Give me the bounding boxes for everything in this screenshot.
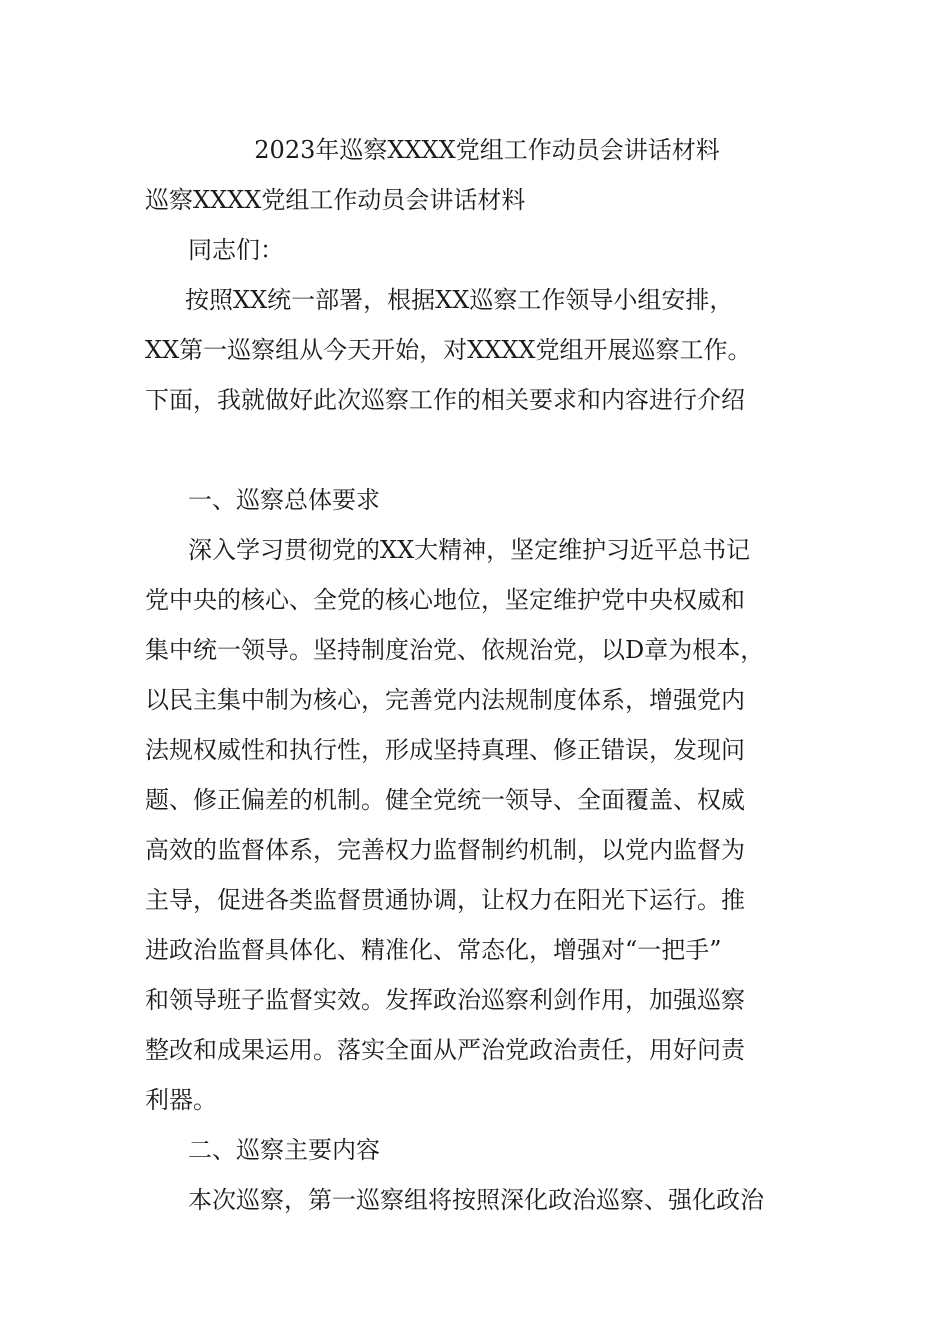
paragraph-line: 法规权威性和执行性，形成坚持真理、修正错误，发现问 [145,736,745,764]
paragraph-line: 下面，我就做好此次巡察工作的相关要求和内容进行介绍 [145,386,745,414]
paragraph-line: 以民主集中制为核心，完善党内法规制度体系，增强党内 [145,686,745,714]
paragraph-line: 利器。 [145,1086,217,1114]
paragraph-line: XX第一巡察组从今天开始，对XXXX党组开展巡察工作。 [145,336,752,364]
paragraph-line: 按照XX统一部署，根据XX巡察工作领导小组安排， [185,286,734,314]
paragraph-line: 集中统一领导。坚持制度治党、依规治党，以D章为根本， [145,636,765,664]
section-heading: 二、巡察主要内容 [188,1136,380,1164]
paragraph-line: 题、修正偏差的机制。健全党统一领导、全面覆盖、权威 [145,786,745,814]
paragraph-line: 深入学习贯彻党的XX大精神，坚定维护习近平总书记 [188,536,751,564]
paragraph-line: 主导，促进各类监督贯通协调，让权力在阳光下运行。推 [145,886,745,914]
paragraph-line: 高效的监督体系，完善权力监督制约机制，以党内监督为 [145,836,745,864]
document-subtitle: 巡察XXXX党组工作动员会讲话材料 [145,186,526,214]
paragraph-line: 党中央的核心、全党的核心地位，坚定维护党中央权威和 [145,586,745,614]
salutation: 同志们： [188,236,284,264]
section-heading: 一、巡察总体要求 [188,486,380,514]
document-title: 2023年巡察XXXX党组工作动员会讲话材料 [254,136,720,164]
paragraph-line: 本次巡察，第一巡察组将按照深化政治巡察、强化政治 [188,1186,764,1214]
paragraph-line: 和领导班子监督实效。发挥政治巡察利剑作用，加强巡察 [145,986,745,1014]
paragraph-line: 整改和成果运用。落实全面从严治党政治责任，用好问责 [145,1036,745,1064]
paragraph-line: 进政治监督具体化、精准化、常态化，增强对“一把手” [145,936,722,964]
